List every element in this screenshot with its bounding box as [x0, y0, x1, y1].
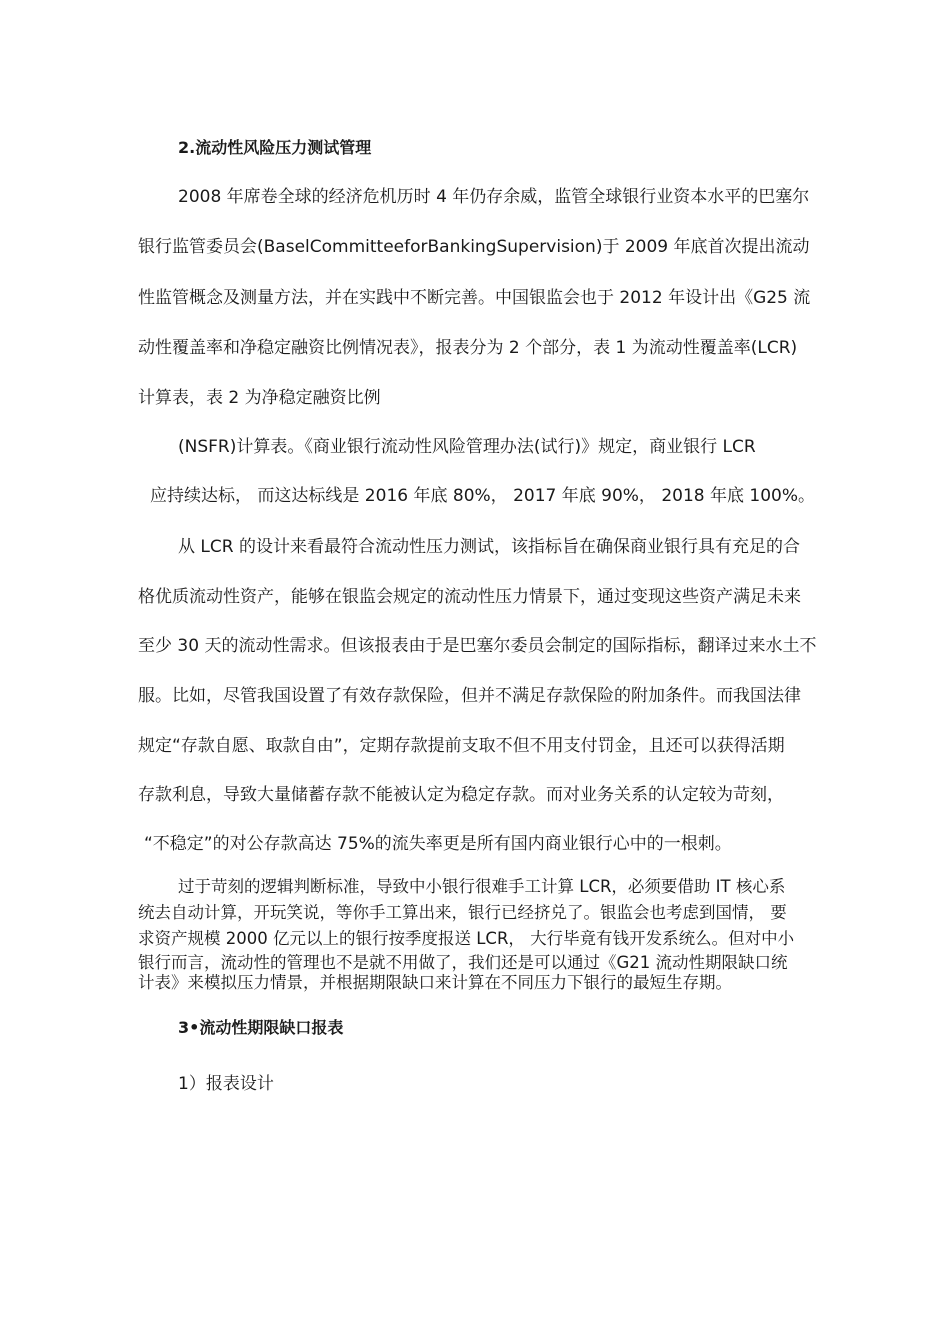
paragraph-line: 计算表，表 2 为净稳定融资比例	[138, 388, 381, 408]
paragraph-line: 格优质流动性资产，能够在银监会规定的流动性压力情景下，通过变现这些资产满足未来	[138, 587, 801, 607]
paragraph-line: 银行监管委员会(BaselCommitteeforBankingSupervision)于 2009 年底首次提出流动	[138, 237, 810, 257]
paragraph-line: (NSFR)计算表。《商业银行流动性风险管理办法(试行)》规定，商业银行 LCR	[178, 437, 756, 457]
paragraph-line: 存款利息，导致大量储蓄存款不能被认定为稳定存款。而对业务关系的认定较为苛刻，	[138, 785, 784, 805]
paragraph-line: 统去自动计算，开玩笑说，等你手工算出来，银行已经挤兑了。银监会也考虑到国情， 要	[138, 903, 787, 922]
paragraph-line: “不稳定”的对公存款高达 75%的流失率更是所有国内商业银行心中的一根刺。	[144, 834, 732, 854]
paragraph-line: 2008 年席卷全球的经济危机历时 4 年仍存余威，监管全球银行业资本水平的巴塞尔	[178, 187, 810, 207]
paragraph-line: 过于苛刻的逻辑判断标准，导致中小银行很难手工计算 LCR，必须要借助 IT 核心系	[178, 877, 786, 896]
paragraph-line: 规定“存款自愿、取款自由”，定期存款提前支取不但不用支付罚金，且还可以获得活期	[138, 736, 785, 756]
paragraph-line: 从 LCR 的设计来看最符合流动性压力测试，该指标旨在确保商业银行具有充足的合	[178, 537, 800, 557]
paragraph-line: 求资产规模 2000 亿元以上的银行按季度报送 LCR， 大行毕竟有钱开发系统么。但对中小	[138, 929, 795, 948]
paragraph-line: 银行而言，流动性的管理也不是就不用做了，我们还是可以通过《G21 流动性期限缺口统	[138, 953, 788, 972]
section-heading: 3•流动性期限缺口报表	[178, 1018, 344, 1037]
paragraph-line: 至少 30 天的流动性需求。但该报表由于是巴塞尔委员会制定的国际指标，翻译过来水土不	[138, 636, 817, 656]
subsection-heading: 1）报表设计	[178, 1074, 274, 1094]
paragraph-line: 动性覆盖率和净稳定融资比例情况表》，报表分为 2 个部分，表 1 为流动性覆盖率(LCR)	[138, 338, 798, 358]
paragraph-line: 应持续达标， 而这达标线是 2016 年底 80%， 2017 年底 90%， 2018 年底 100%。	[150, 486, 815, 506]
paragraph-line: 计表》来模拟压力情景，并根据期限缺口来计算在不同压力下银行的最短生存期。	[138, 973, 732, 992]
paragraph-line: 服。比如，尽管我国设置了有效存款保险，但并不满足存款保险的附加条件。而我国法律	[138, 686, 801, 706]
section-heading: 2.流动性风险压力测试管理	[178, 138, 372, 157]
paragraph-line: 性监管概念及测量方法，并在实践中不断完善。中国银监会也于 2012 年设计出《G25 流	[138, 288, 811, 308]
